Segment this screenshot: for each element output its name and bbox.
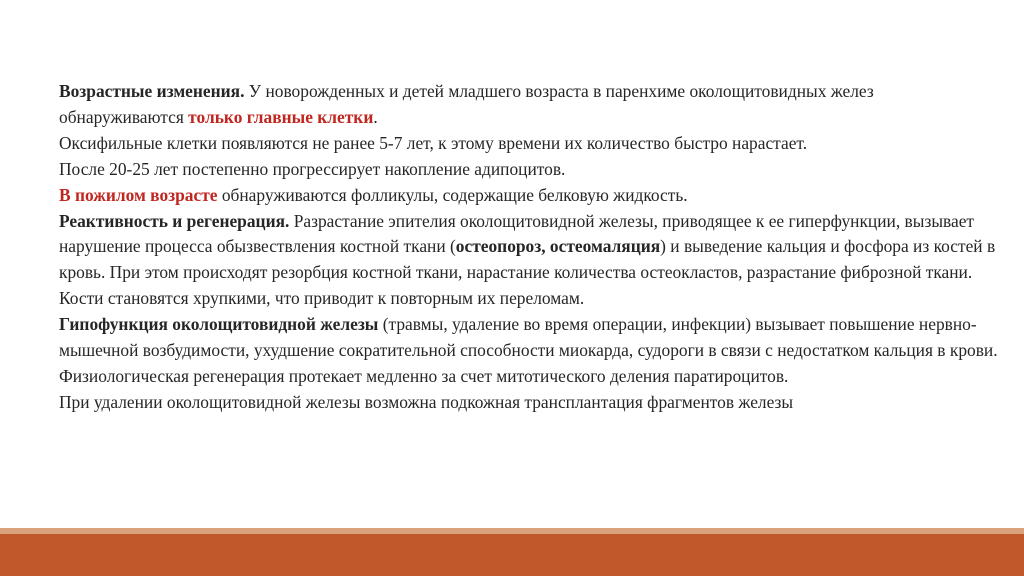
slide-body-text: [59, 79, 999, 416]
paragraph-regeneration: Физиологическая регенерация протекает медленно за счет митотического деления паратироцитов.: [59, 365, 789, 386]
age-changes-text: У новорожденных и детей младшего возраста в паренхиме околощитовидных желез обнаруживаются: [59, 81, 874, 127]
paragraph-reactivity: [59, 209, 999, 313]
hypofunction-heading: Гипофункция околощитовидной железы: [59, 314, 379, 335]
reactivity-text-2: ) и выведение кальция и фосфора из костей в кровь. При этом происходят резорбция костной ткани, нарастание количества остеокластов, разрастание фиброзной ткани. Кости становятся хрупкими, что приводит к повторным их переломам.: [59, 236, 996, 309]
paragraph-age-changes: [59, 79, 999, 131]
age-changes-period: .: [373, 106, 378, 127]
reactivity-heading: Реактивность и регенерация.: [59, 210, 290, 231]
paragraph-hypofunction: [59, 312, 999, 364]
paragraph-elderly: [59, 183, 999, 209]
elderly-highlight: В пожилом возрасте: [59, 184, 218, 205]
paragraph-transplantation: При удалении околощитовидной железы возможна подкожная трансплантация фрагментов железы: [59, 391, 794, 412]
hypofunction-text: (травмы, удаление во время операции, инфекции) вызывает повышение нервно-мышечной возбудимости, ухудшение сократительной способности миокарда, судороги в связи с недостатком кальция в крови.: [59, 314, 998, 361]
paragraph-oxyphil-cells: Оксифильные клетки появляются не ранее 5-7 лет, к этому времени их количество быстро нарастает.: [59, 132, 808, 153]
age-changes-heading: Возрастные изменения.: [59, 81, 245, 101]
paragraph-adipocytes: После 20-25 лет постепенно прогрессирует накопление адипоцитов.: [59, 158, 566, 179]
osteoporosis-term: остеопороз, остеомаляция: [455, 236, 661, 257]
main-cells-highlight: только главные клетки: [188, 106, 374, 127]
elderly-text: обнаруживаются фолликулы, содержащие белковую жидкость.: [217, 184, 688, 205]
footer-band-dark: [0, 534, 1024, 576]
reactivity-text-1: Разрастание эпителия околощитовидной железы, приводящее к ее гиперфункции, вызывает нарушение процесса обызвествления костной ткани (: [59, 210, 975, 257]
